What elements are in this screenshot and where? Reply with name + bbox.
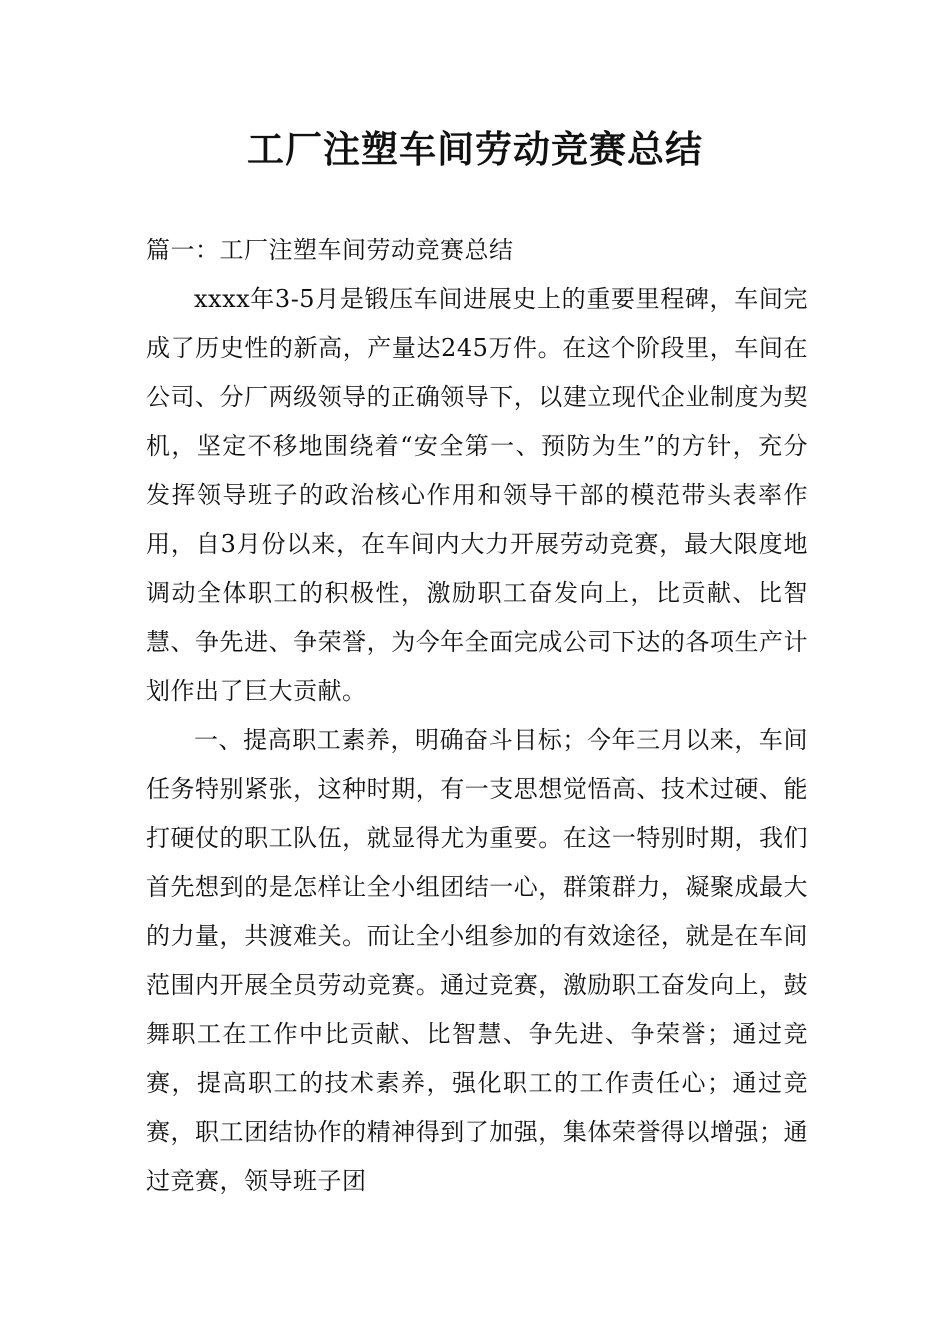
paragraph: 一、提高职工素养，明确奋斗目标；今年三月以来，车间任务特别紧张，这种时期，有一支思想觉悟高、技术过硬、能打硬仗的职工队伍，就显得尤为重要。在这一特别时期，我们首先想到的是怎样让全小组团结一心，群策群力，凝聚成最大的力量，共渡难关。而让全小组参加的有效途径，就是在车间范围内开展全员劳动竞赛。通过竞赛，激励职工奋发向上，鼓舞职工在工作中比贡献、比智慧、争先进、争荣誉；通过竞赛，提高职工的技术素养，强化职工的工作责任心；通过竞赛，职工团结协作的精神得到了加强，集体荣誉得以增强；通过竞赛，领导班子团	[146, 726, 808, 1195]
paragraph: xxxx年3-5月是锻压车间进展史上的重要里程碑，车间完成了历史性的新高，产量达245万件。在这个阶段里，车间在公司、分厂两级领导的正确领导下，以建立现代企业制度为契机，坚定不移地围绕着“安全第一、预防为生”的方针，充分发挥领导班子的政治核心作用和领导干部的模范带头表率作用，自3月份以来，在车间内大力开展劳动竞赛，最大限度地调动全体职工的积极性，激励职工奋发向上，比贡献、比智慧、争先进、争荣誉，为今年全面完成公司下达的各项生产计划作出了巨大贡献。	[146, 285, 808, 705]
document-title: 工厂注塑车间劳动竞赛总结	[247, 128, 703, 171]
section-heading: 篇一：工厂注塑车间劳动竞赛总结	[146, 236, 514, 264]
document-body	[146, 226, 808, 1206]
